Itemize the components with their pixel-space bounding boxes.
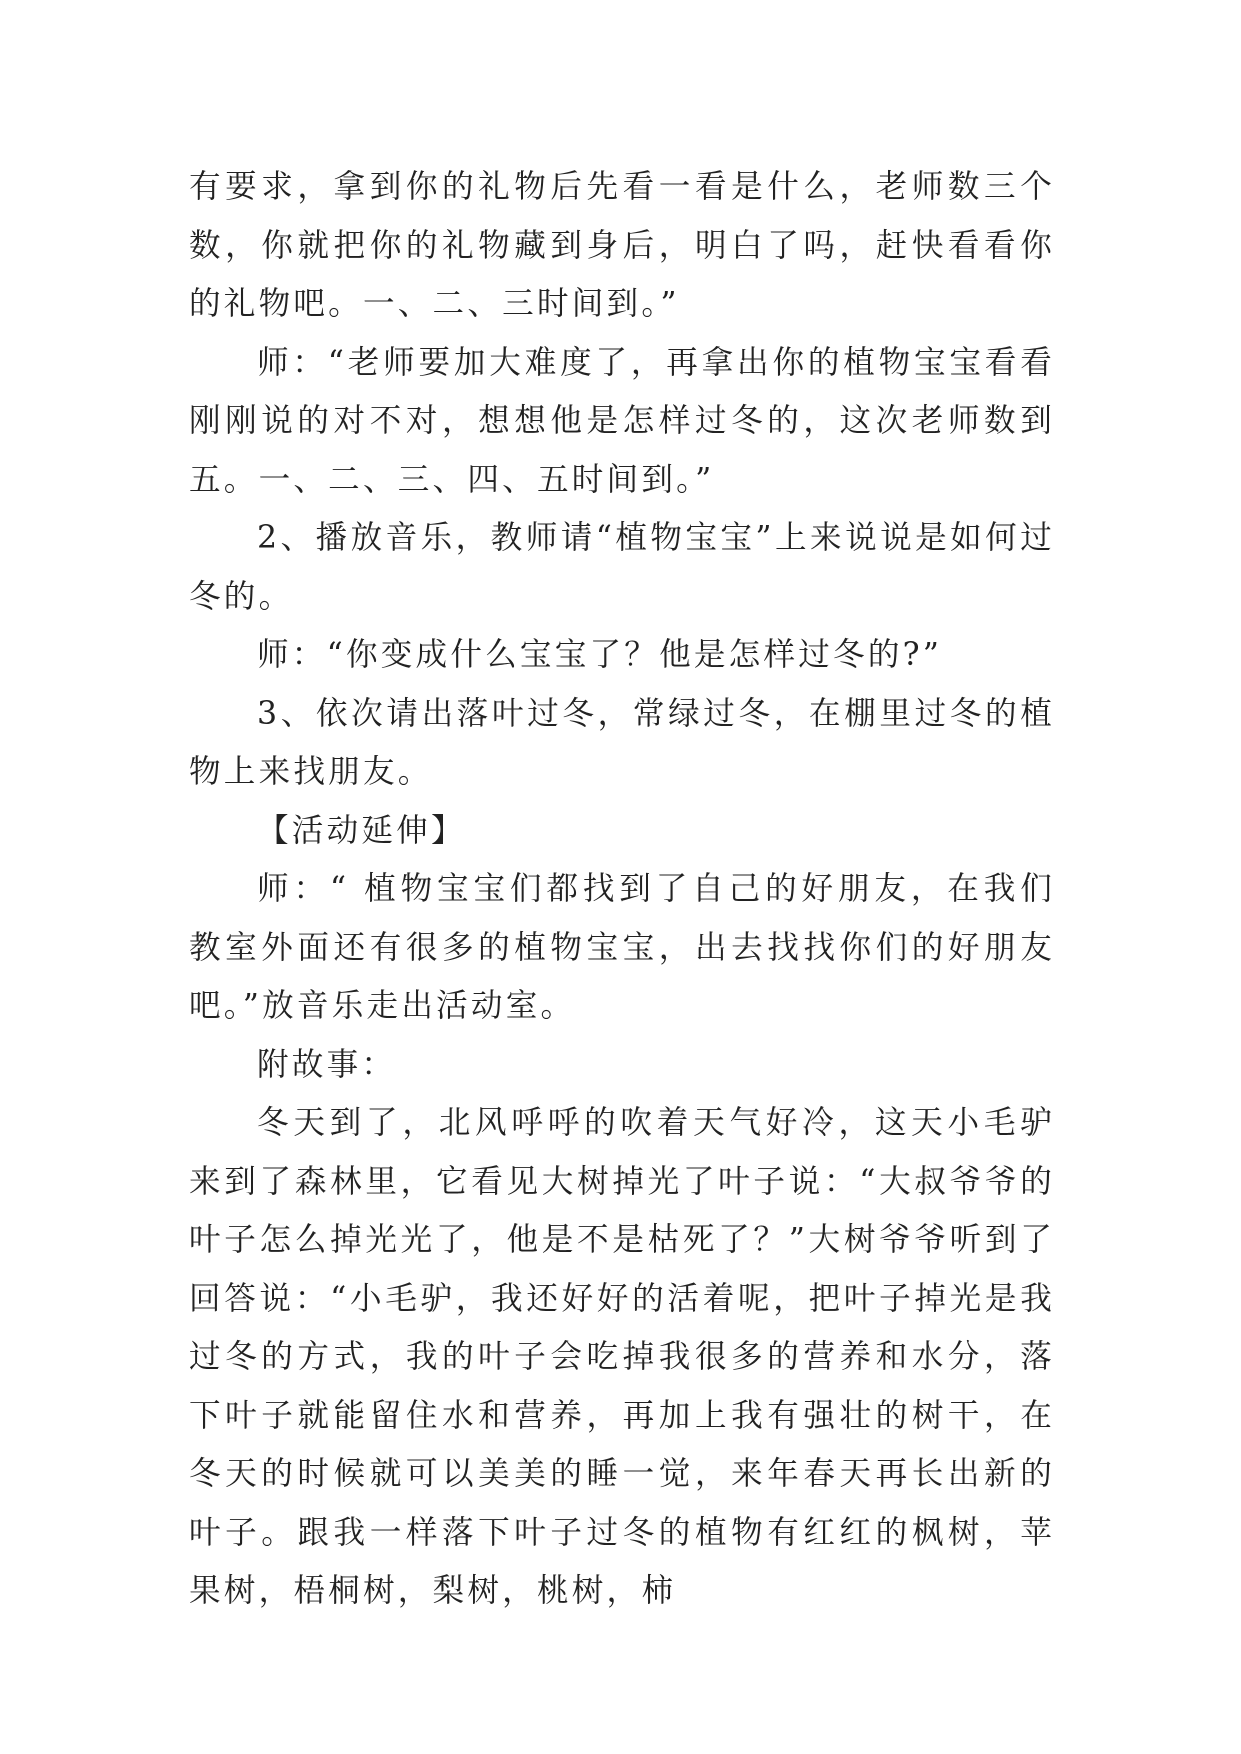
paragraph-teacher-question: 师：“你变成什么宝宝了？他是怎样过冬的?” (257, 637, 943, 673)
paragraph-find-friends: 3、依次请出落叶过冬，常绿过冬，在棚里过冬的植物上来找朋友。 (189, 695, 1055, 790)
section-heading-activity-extension: 【活动延伸】 (257, 812, 466, 849)
paragraph-outdoor-friends: 师：“ 植物宝宝们都找到了自己的好朋友，在我们教室外面还有很多的植物宝宝，出去找找你们的好朋友吧。”放音乐走出活动室。 (189, 871, 1055, 1024)
paragraph-teacher-count-five: 师：“老师要加大难度了，再拿出你的植物宝宝看看刚刚说的对不对，想想他是怎样过冬的，这次老师数到五。一、二、三、四、五时间到。” (189, 344, 1055, 498)
section-heading-story: 附故事： (257, 1046, 397, 1083)
paragraph-play-music: 2、播放音乐，教师请“植物宝宝”上来说说是如何过冬的。 (189, 520, 1055, 615)
document-body (189, 158, 1055, 1621)
paragraph-story-text: 冬天到了，北风呼呼的吹着天气好冷，这天小毛驴来到了森林里，它看见大树掉光了叶子说：“大叔爷爷的叶子怎么掉光光了，他是不是枯死了？”大树爷爷听到了回答说：“小毛驴，我还好好的活着呢，把叶子掉光是我过冬的方式，我的叶子会吃掉我很多的营养和水分，落下叶子就能留住水和营养，再加上我有强壮的树干，在冬天的时候就可以美美的睡一觉，来年春天再长出新的叶子。跟我一样落下叶子过冬的植物有红红的枫树，苹果树，梧桐树，梨树，桃树，柿 (189, 1105, 1055, 1609)
paragraph-gift-instructions: 有要求，拿到你的礼物后先看一看是什么，老师数三个数，你就把你的礼物藏到身后，明白了吗，赶快看看你的礼物吧。一、二、三时间到。” (189, 169, 1055, 322)
